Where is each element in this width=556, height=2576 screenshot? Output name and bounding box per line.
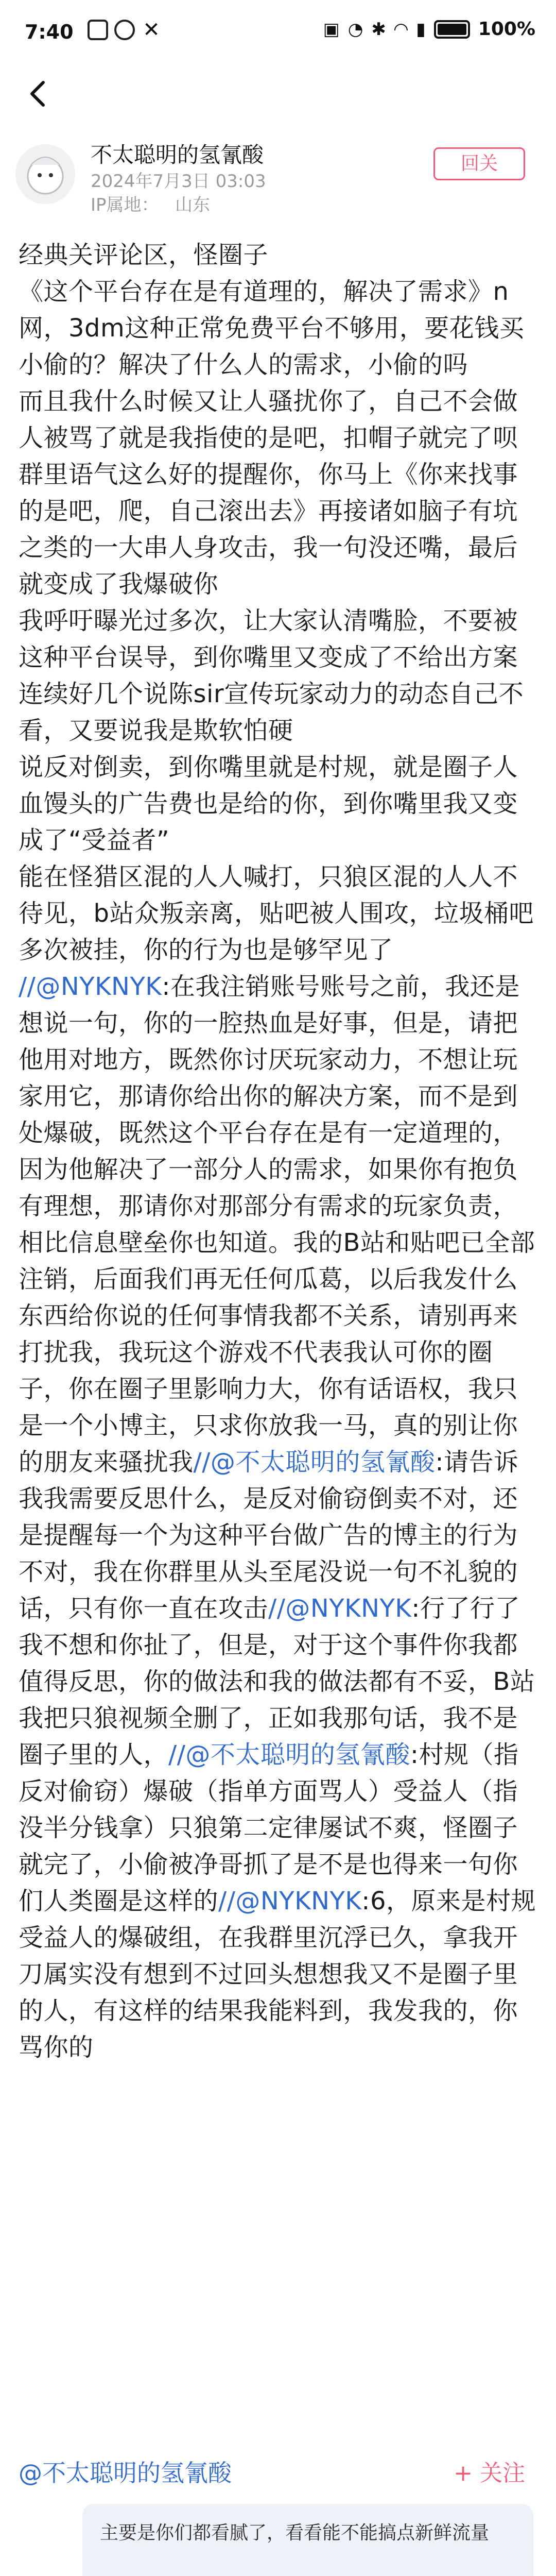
follow-button[interactable]: + 关注 <box>454 2460 525 2486</box>
post-timestamp: 2024年7月3日 03:03 <box>91 171 266 192</box>
cellular-icon: ▮ <box>416 19 426 40</box>
x-app-notification-icon: ✕ <box>143 18 160 42</box>
nav-bar <box>0 67 556 124</box>
mention-link[interactable]: //@不太聪明的氢氰酸 <box>168 1740 410 1769</box>
reply-chain-text: :村规（指反对偷窃）爆破（指单方面骂人）受益人（指没半分钱拿）只狼第二定律屡试不爽，怪圈子就完了，小偷被净哥抓了是不是也得来一句你们人类圈是这样的 <box>19 1740 519 1916</box>
mention-link[interactable]: //@NYKNYK <box>218 1887 362 1916</box>
author-avatar[interactable] <box>15 144 75 204</box>
post-paragraph: 连续好几个说陈sir宣传玩家动力的动态自己不看，又要说我是欺软怕硬 <box>19 680 524 745</box>
post-paragraph: 群里语气这么好的提醒你，你马上《你来找事的是吧，爬，自己滚出去》再接诸如脑子有坑之类的一大串人身攻击，我一句没还嘴，最后就变成了我爆破你 <box>19 460 518 599</box>
reply-chain <box>19 969 538 2066</box>
post-paragraph: 说反对倒卖，到你嘴里就是村规，就是圈子人血馒头的广告费也是给的你，到你嘴里我又变成了“受益者” <box>19 753 518 855</box>
mention-link[interactable]: //@NYKNYK <box>268 1594 412 1623</box>
post-paragraph: 《这个平台存在是有道理的，解决了需求》n网，3dm这种正常免费平台不够用，要花钱买小偷的？解决了什么人的需求，小偷的吗 <box>19 277 525 379</box>
reply-chain-text: :请告诉我我需要反思什么，是反对偷窃倒卖不对，还是提醒每一个为这种平台做广告的博主的行为不对，我在你群里从头至尾没说一句不礼貌的话，只有你一直在攻击 <box>19 1448 519 1623</box>
silent-icon: ◔ <box>348 19 363 40</box>
post-paragraph: 能在怪猎区混的人人喊打，只狼区混的人人不待见，b站众叛亲离，贴吧被人围攻，垃圾桶吧多次被挂，你的行为也是够罕见了 <box>19 862 534 964</box>
mention-link[interactable]: //@不太聪明的氢氰酸 <box>193 1448 436 1477</box>
author-name[interactable]: 不太聪明的氢氰酸 <box>91 142 264 167</box>
quoted-author-strip <box>0 2442 556 2504</box>
reply-chain-text: :行了行了我不想和你扯了，但是，对于这个事件你我都值得反思，你的做法和我的做法都有不妥，B站我把只狼视频全删了，正如我那句话，我不是圈子里的人， <box>19 1594 535 1769</box>
follow-back-button[interactable]: 回关 <box>433 147 525 180</box>
nfc-icon: ▣ <box>323 19 340 40</box>
bluetooth-icon: ✱ <box>371 19 386 40</box>
reply-chain-text: :6，原来是村规受益人的爆破组，在我群里沉浮已久，拿我开刀属实没有想到不过回头想想我又不是圈子里的人，有这样的结果我能料到，我发我的，你骂你的 <box>19 1887 536 2062</box>
battery-level: 100% <box>478 19 535 40</box>
status-notification-icons <box>88 20 162 40</box>
post-paragraph: 而且我什么时候又让人骚扰你了，自己不会做人被骂了就是我指使的是吧，扣帽子就完了呗 <box>19 387 518 452</box>
wifi-icon: ◠ <box>394 19 408 40</box>
author-header <box>0 129 556 227</box>
back-arrow-icon[interactable] <box>24 78 55 109</box>
status-bar <box>0 0 556 67</box>
ip-location-label: IP属地： <box>91 195 159 215</box>
avatar-character-icon <box>15 144 75 204</box>
status-right-area <box>323 19 535 40</box>
reply-chain-text: :在我注销账号账号之前，我还是想说一句，你的一腔热血是好事，但是，请把他用对地方，既然你讨厌玩家动力，不想让玩家用它，那请你给出你的解决方案，而不是到处爆破，既然这个平台存在是有一定道理的，因为他解决了一部分人的需求，如果你有抱负有理想，那请你对那部分有需求的玩家负责，相比信息壁垒你也知道。我的B站和贴吧已全部注销，后面我们再无任何瓜葛，以后我发什么东西给你说的任何事情我都不关系，请别再来打扰我，我玩这个游戏不代表我认可你的圈子，你在圈子里影响力大，你有话语权，我只是一个小博主，只求你放我一马，真的别让你的朋友来骚扰我 <box>19 972 535 1477</box>
chat-bubble: 主要是你们都看腻了，看看能不能搞点新鲜流量 <box>82 2504 533 2576</box>
gallery-notification-icon <box>88 20 108 40</box>
post-paragraph: 我呼吁曝光过多次，让大家认清嘴脸，不要被这种平台误导，到你嘴里又变成了不给出方案 <box>19 606 518 672</box>
post-body <box>19 237 538 2066</box>
quoted-author-name[interactable]: @不太聪明的氢氰酸 <box>19 2459 232 2487</box>
mention-link[interactable]: //@NYKNYK <box>19 972 162 1001</box>
battery-icon <box>434 20 470 39</box>
ip-location-value: 山东 <box>175 195 210 215</box>
message-notification-icon <box>114 20 135 40</box>
status-time: 7:40 <box>25 21 74 43</box>
post-paragraph: 经典关评论区，怪圈子 <box>19 241 269 269</box>
